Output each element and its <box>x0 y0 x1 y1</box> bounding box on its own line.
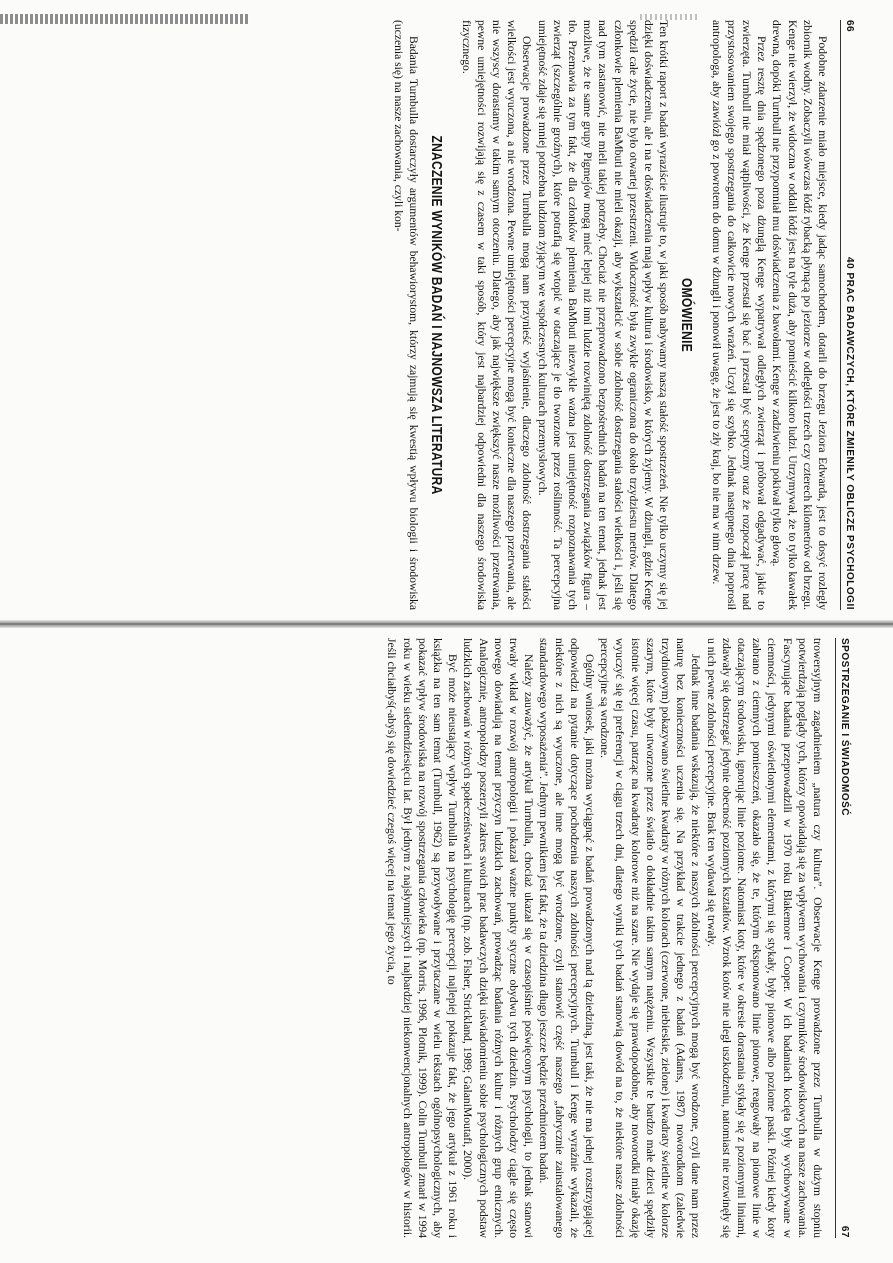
paragraph: Podobne zdarzenie miało miejsce, kiedy jadąc samochodem, dotarli do brzegu Jeziora Edwarda, jest to dosyć rozległy zbiornik wodny. Zobaczyli wówczas łódź rybacką płynącą po jeziorze w odległości trzech czy czterech kilometrów od brzegu. Kenge nie wierzył, że widoczna w oddali łódź jest na tyle duża, aby pomieścić kilkoro ludzi. Utrzymywał, że to tylko kawałek drewna, dopóki Turnbull nie przypomniał mu doświadczenia z bawołami. Kenge w zadziwieniu pokiwał tylko głową. <box>770 20 829 610</box>
paragraph: Badania Turnbulla dostarczyły argumentów behawiorystom, którzy zajmują się kwestią wpływu biologii i środowiska (uczenia się) na nasze zachowania, czyli kon- <box>391 20 421 610</box>
running-head-title: SPOSTRZEGANIE I ŚWIADOMOŚĆ <box>839 638 850 817</box>
page-67 <box>0 628 893 1263</box>
paragraph: Ten krótki raport z badań wyraziście ilustruje to, w jaki sposób nabywamy naszą stałość spostrzeżeń. Nie tylko uczymy się jej dzięki doświadczeniu, ale i na te doświadczenia mają wpływ kultura i środowisko, w których żyjemy. W dżungli, gdzie Kenge spędził całe życie, nie było otwartej przestrzeni. Widoczność była zwykle ograniczona do około trzydziestu metrów. Dlatego członkowie plemienia BaMbuti nie mieli okazji, aby wykształcić w sobie zdolność dostrzegania stałości wielkości i, jeśli się nad tym zastanowić, nie mieli takiej potrzeby. Chociaż nie przeprowadzono bezpośrednich badań na ten temat, jednak jest możliwe, że te same grupy Pigmejów mogą mieć lepiej niż inni ludzie rozwiniętą zdolność dostrzegania związków figura – tło. Przemawia za tym fakt, że dla członków plemienia BaMbuti niezwykle ważna jest umiejętność rozpoznawania tych zwierząt (szczególnie groźnych), które potrafią się wtopić w otaczające je tło tworzone przez roślinność. Ta percepcyjna umiejętność zdaje się mniej potrzebna ludziom żyjącym we współczesnych kulturach przemysłowych. <box>535 20 671 610</box>
page-66 <box>0 0 893 622</box>
running-head <box>840 20 855 610</box>
paragraph: trowersyjnym zagadnieniem „natura czy kultura”. Obserwacje Kenge prowadzone przez Turnbulla w dużym stopniu potwierdzają poglądy tych, którzy opowiadają się za wpływem wychowania i czynników środowiskowych na nasze zachowania. Fascynujące badania przeprowadzili w 1970 roku Blakemore i Cooper. W ich badaniach kocięta były wychowywane w ciemności, jedynymi oświetlonymi elementami, z którymi się stykały, były pionowe albo poziome paski. Później kiedy koty zabrano z ciemnych pomieszczeń, okazało się, że te, którym eksponowano linie pionowe, reagowały na pionowe linie w otaczającym środowisku, ignorując linie poziome. Natomiast koty, które w okresie dorastania stykały się z poziomymi liniami, zdawały się dostrzegać jedynie obecność poziomych kształtów. Wzrok kotów nie uległ uszkodzeniu, natomiast nie rozwinęły się u nich pewne zdolności percepcyjne. Brak ten wydawał się trwały. <box>704 638 824 1238</box>
paragraph: Obserwacje prowadzone przez Turnbulla mogą nam przynieść wyjaśnienie, dlaczego zdolność dostrzegania stałości wielkości jest wyuczona, a nie wrodzona. Pewne umiejętności percepcyjne mogą być konieczne dla naszego przetrwania, ale nie wszyscy dorastamy w takim samym otoczeniu. Dlatego, aby jak największe zwiększyć nasze możliwości przetrwania, pewne umiejętności rozwijają się z czasem w taki sposób, który jest najbardziej odpowiedni dla naszego środowiska fizycznego. <box>459 20 534 610</box>
paragraph: Przez resztę dnia spędzonego poza dżunglą Kenge wypatrywał odległych zwierząt i próbował odgadywać, jakie to zwierzęta. Turnbull nie miał wątpliwości, że Kenge przestał się bać i przestał być sceptyczny oraz że rozpoczął pracę nad przystosowaniem swojego spostrzegania do całkowicie nowych wrażeń. Uczył się szybko. Jednak następnego dnia poprosił antropologa, aby zawiózł go z powrotem do domu w dżungli i ponowił uwagę, że jest to zły kraj, bo nie ma w nim drzew. <box>709 20 769 610</box>
running-head-title: 40 PRAC BADAWCZYCH, KTÓRE ZMIENIŁY OBLICZE PSYCHOLOGII <box>844 257 855 610</box>
page-number: 66 <box>844 20 855 33</box>
running-head <box>835 638 850 1238</box>
section-heading-discussion: OMÓWIENIE <box>678 277 697 353</box>
body-text <box>384 638 825 1238</box>
paragraph: Być może nieustający wpływ Turnbulla na psychologię percepcji najlepiej pokazuje fakt, że jego artykuł z 1961 roku i książka na ten sam temat (Turnbull, 1962) są przywoływane i przytaczane w wielu tekstach ogólnopsychologicznych, aby pokazać wpływ środowiska na rozwój spostrzegania człowieka (np. Morris, 1996, Plotnik, 1999). Colin Turnbull zmarł w 1994 roku w wieku siedemdziesięciu lat. Był jednym z najsłynniejszych i najbardziej niekonwencjonalnych antropologów w historii. Jeśli chciałbyś(-abyś) się dowiedzieć czegoś więcej na temat jego życia, to <box>385 638 460 1238</box>
page-67-frame <box>10 638 850 1238</box>
body-text <box>391 20 830 610</box>
book-gutter <box>0 620 893 628</box>
page-number: 67 <box>839 1225 850 1238</box>
page-66-frame <box>15 20 855 610</box>
section-heading-significance: ZNACZENIE WYNIKÓW BADAŃ I NAJNOWSZA LITERATURA <box>428 135 447 495</box>
paragraph: Jednak inne badania wskazują, że niektóre z naszych zdolności percepcyjnych mogą być wrodzone, czyli dane nam przez naturę bez konieczności uczenia się. Na przykład w trakcie jednego z badań (Adams, 1987) noworodkom (zaledwie trzydniowym) pokazywano świetlne kwadraty w różnych kolorach (czerwone, niebieskie, zielone) i kwadraty świetlne w kolorze szarym, które były utworzone przez światło o dokładnie takim samym natężeniu. Wszystkie te bardzo małe dzieci spędziły istotnie więcej czasu, patrząc na kwadraty kolorowe niż na szare. Nie wydaje się prawdopodobne, aby noworodki miały okazję wyuczyć się tej preferencji w ciągu trzech dni, dlatego wyniki tych badań stanowią dowód na to, że niektóre nasze zdolności percepcyjne są wrodzone. <box>598 638 703 1238</box>
paragraph: Należy zauważyć, że artykuł Turnbulla, chociaż ukazał się w czasopiśmie poświęconym psychologii, to jednak stanowi trwały wkład w rozwój antropologii i pokazał ważne punkty styczne obydwu tych dziedzin. Psycholodzy ciągle się często nowego dowiadują na temat przyczyn ludzkich zachowań, prowadząc badania różnych kultur i różnych grup etnicznych. Analogicznie, antropolodzy poszerzyli zakres swoich prac badawczych dzięki uświadomieniu sobie psychologicznych podstaw ludzkich zachowań w różnych społeczeństwach i kulturach (np. zob. Fisher, Strickland, 1989; GalaniMoutafi, 2000). <box>461 638 536 1238</box>
paragraph: Ogólny wniosek, jaki można wyciągnąć z badań prowadzonych nad tą dziedziną, jest taki, że nie ma jednej rozstrzygającej odpowiedzi na pytanie dotyczące pochodzenia naszych zdolności percepcyjnych. Turnbull i Kenge wyraźnie wykazali, że niektóre z nich są wyuczone, ale inne mogą być wrodzone, czyli stanowić część naszego „fabrycznie zainstalowanego standardowego wyposażenia”. Jednym pewnikiem jest fakt, że ta dziedzina długo jeszcze będzie przedmiotem badań. <box>537 638 596 1238</box>
